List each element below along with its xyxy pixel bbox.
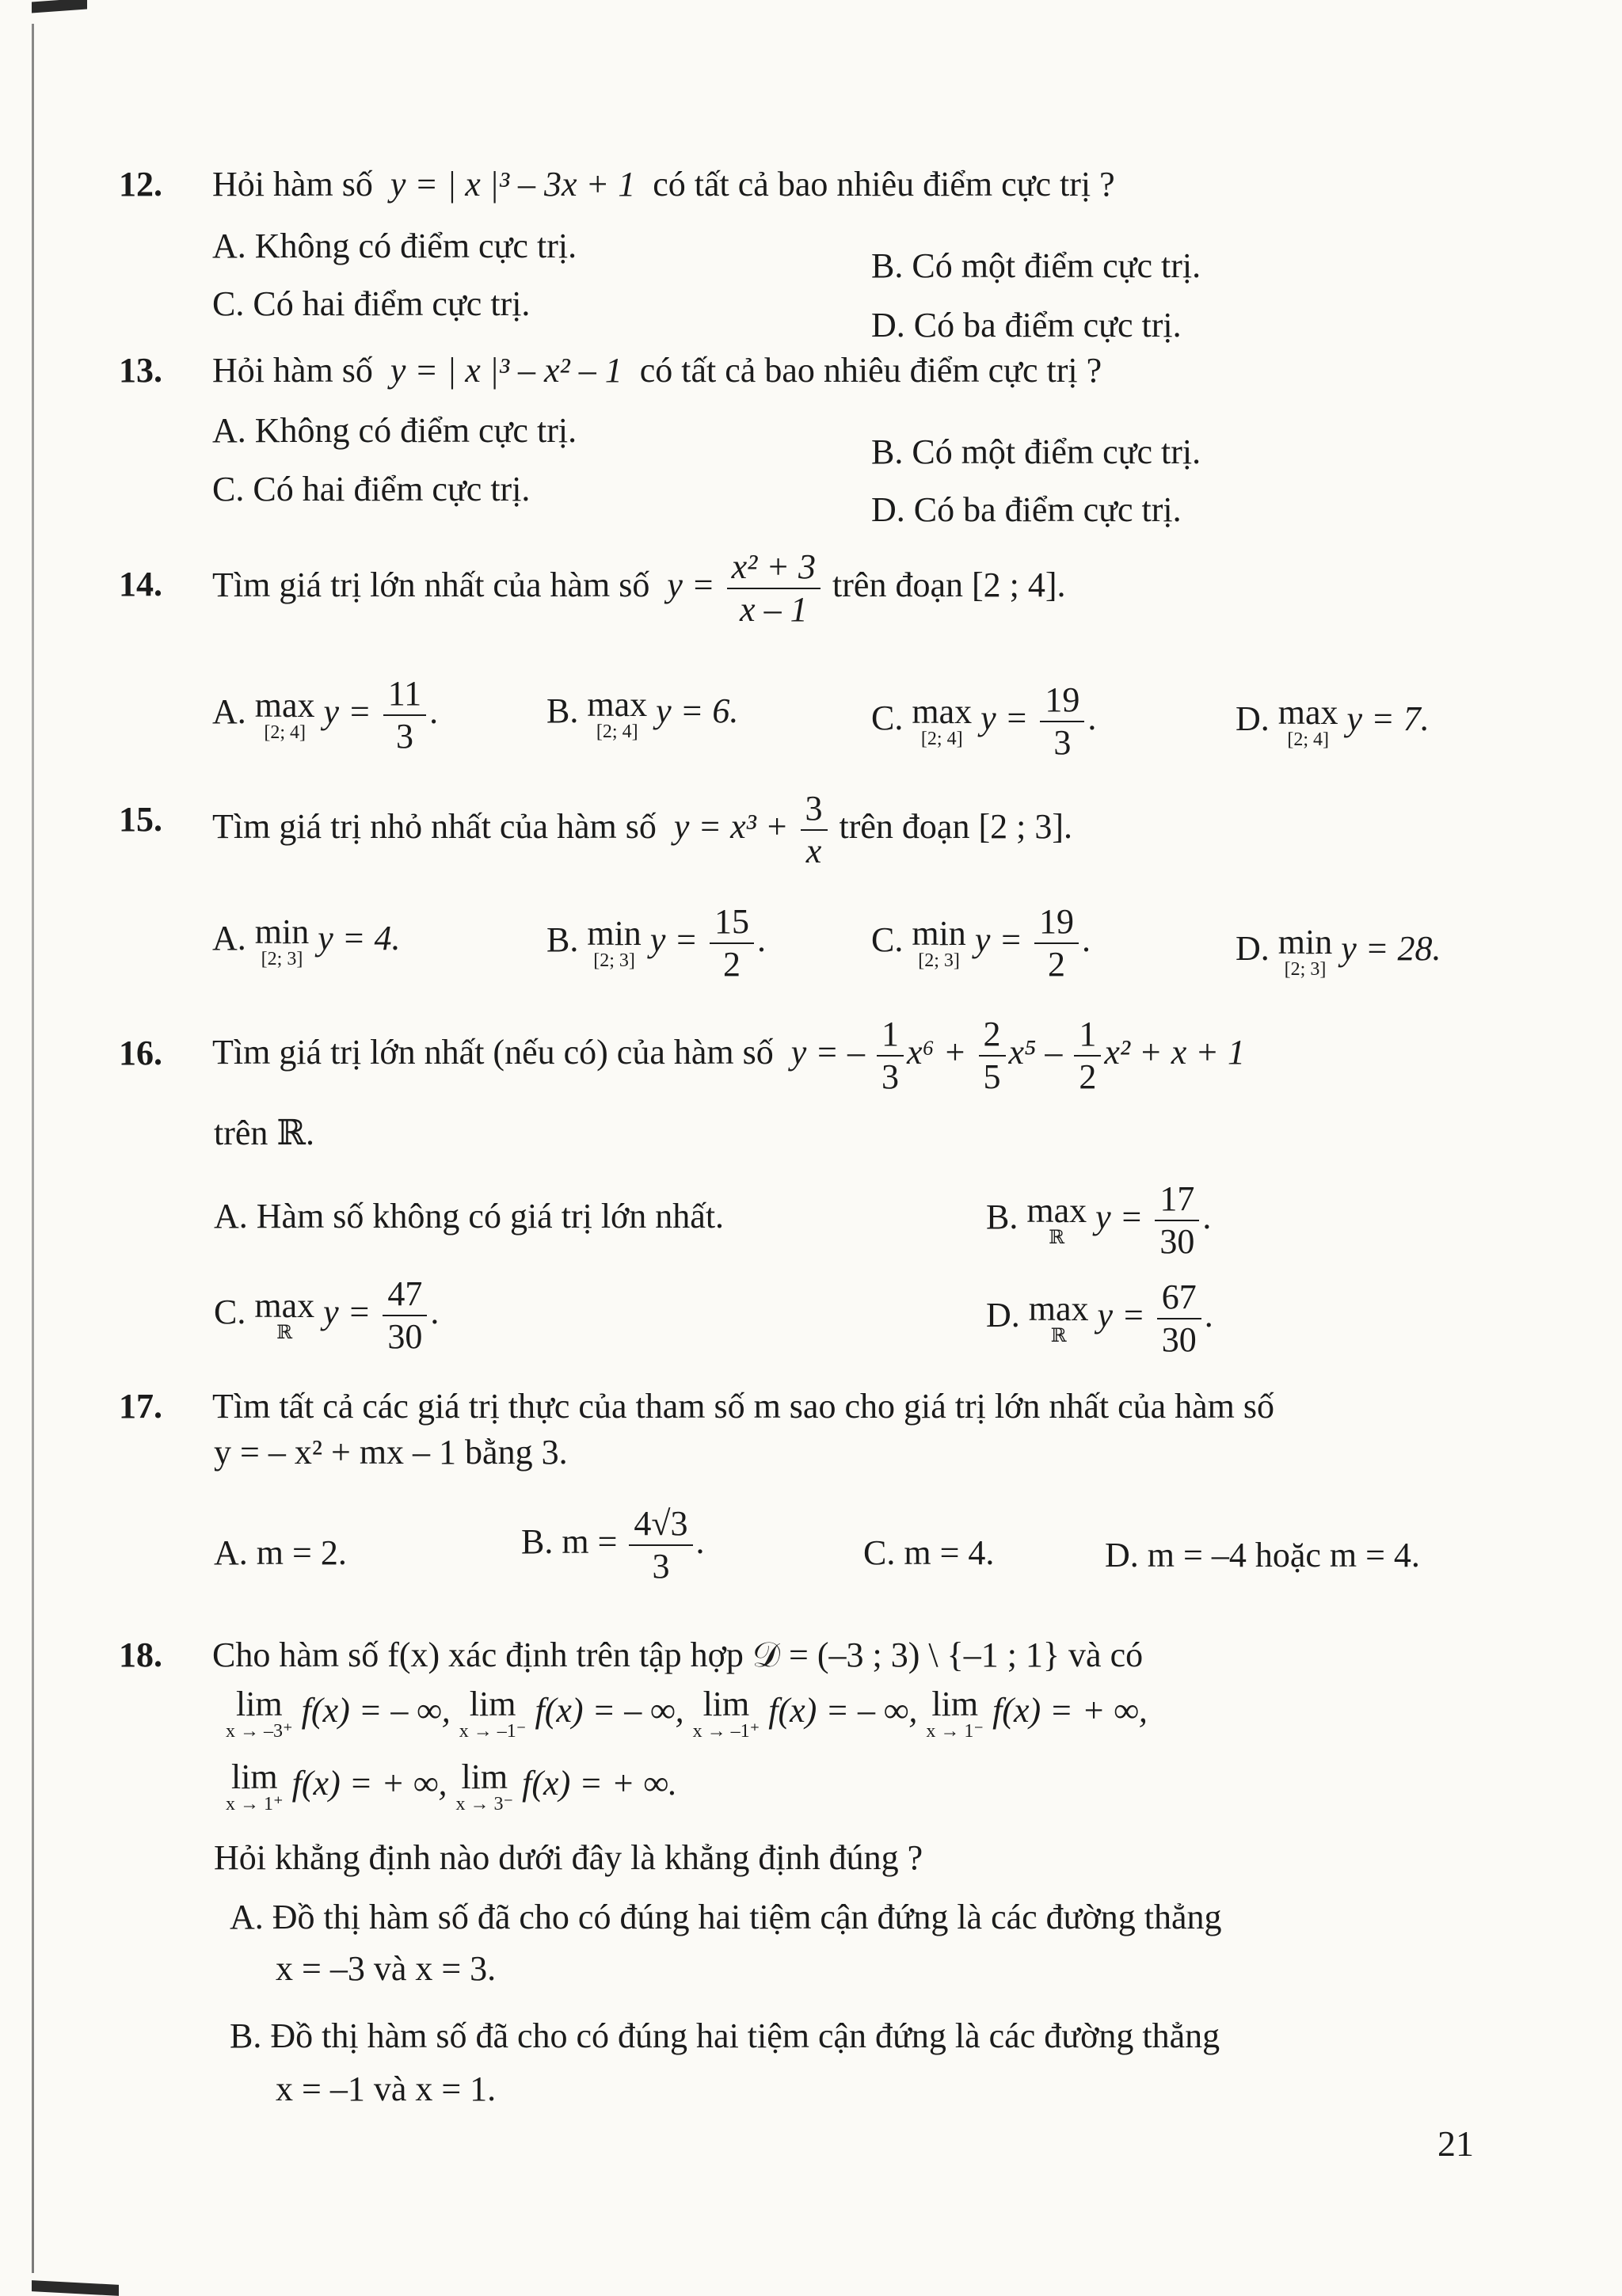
option-d: D. min [2; 3] y = 28. bbox=[1236, 923, 1441, 980]
option-b: B. max ℝ y = $\frac{17}{30}$ . bbox=[986, 1179, 1212, 1261]
option-a-cont: x = –3 và x = 3. bbox=[276, 1949, 497, 1988]
limit-row-1: lim x → –3⁺ f(x) = – ∞, lim x → –1⁻ f(x) = – ∞, lim x → –1⁺ f(x) = – ∞, lim x → 1⁻ f(x) = + ∞, bbox=[226, 1685, 1148, 1742]
question-stem: Tìm tất cả các giá trị thực của tham số m sao cho giá trị lớn nhất của hàm số bbox=[212, 1387, 1275, 1426]
scan-corner-mark bbox=[32, 0, 87, 13]
option-b: B. Có một điểm cực trị. bbox=[871, 432, 1201, 471]
option-c: C. Có hai điểm cực trị. bbox=[212, 284, 531, 323]
option-a: A. Hàm số không có giá trị lớn nhất. bbox=[214, 1197, 725, 1236]
question-16-domain: trên ℝ. bbox=[214, 1114, 314, 1152]
option-c: C. max ℝ y = $\frac{47}{30}$ . bbox=[214, 1274, 440, 1356]
page-edge-shadow bbox=[32, 24, 34, 2273]
option-c: C. Có hai điểm cực trị. bbox=[212, 470, 531, 508]
fraction: $\frac{\text{x² + 3}}{x - 1}$ bbox=[727, 546, 821, 630]
option-b: B. Có một điểm cực trị. bbox=[871, 246, 1201, 285]
option-d: D. Có ba điểm cực trị. bbox=[871, 490, 1182, 529]
option-a: A. m = 2. bbox=[214, 1533, 347, 1572]
option-b: B. m = $\frac{4√3}{3}$ . bbox=[521, 1504, 705, 1586]
option-b: B. Đồ thị hàm số đã cho có đúng hai tiệm cận đứng là các đường thẳng bbox=[230, 2016, 1220, 2055]
formula: y = | x |³ – x² – 1 bbox=[390, 351, 623, 390]
question-17-line2: y = – x² + mx – 1 bằng 3. bbox=[214, 1433, 568, 1472]
question-number: 15. bbox=[119, 800, 162, 839]
question-stem: Hỏi hàm số y = | x |³ – 3x + 1 có tất cả bao nhiêu điểm cực trị ? bbox=[212, 165, 1115, 204]
question-number: 17. bbox=[119, 1387, 162, 1426]
question-number: 16. bbox=[119, 1034, 162, 1072]
option-a: A. Đồ thị hàm số đã cho có đúng hai tiệm cận đứng là các đường thẳng bbox=[230, 1898, 1222, 1936]
question-stem: Tìm giá trị nhỏ nhất của hàm số y = x³ + $\frac{3}{x}$ trên đoạn [2 ; 3]. bbox=[212, 789, 1072, 870]
question-stem: Tìm giá trị lớn nhất của hàm số y = $\frac{\text{x² + 3}}{x - 1}$ trên đoạn [2 ; 4]. bbox=[212, 547, 1066, 629]
question-18-prompt: Hỏi khẳng định nào dưới đây là khẳng định đúng ? bbox=[214, 1838, 923, 1877]
option-c: C. min [2; 3] y = $\frac{19}{2}$ . bbox=[871, 902, 1091, 984]
option-a: A. max [2; 4] y = $\frac{11}{3}$ . bbox=[212, 674, 439, 756]
question-number: 12. bbox=[119, 165, 162, 204]
option-d: D. max ℝ y = $\frac{67}{30}$ . bbox=[986, 1277, 1213, 1359]
question-stem: Cho hàm số f(x) xác định trên tập hợp 𝒟 = (–3 ; 3) \ {–1 ; 1} và có bbox=[212, 1635, 1144, 1674]
option-a: A. min [2; 3] y = 4. bbox=[212, 912, 401, 969]
option-d: D. max [2; 4] y = 7. bbox=[1236, 693, 1430, 750]
option-b: B. max [2; 4] y = 6. bbox=[546, 685, 739, 742]
question-number: 18. bbox=[119, 1635, 162, 1674]
option-d: D. m = –4 hoặc m = 4. bbox=[1105, 1536, 1420, 1574]
option-b-cont: x = –1 và x = 1. bbox=[276, 2069, 497, 2108]
question-number: 13. bbox=[119, 351, 162, 390]
option-a: A. Không có điểm cực trị. bbox=[212, 227, 577, 265]
option-c: C. max [2; 4] y = $\frac{19}{3}$ . bbox=[871, 680, 1097, 762]
question-stem: Hỏi hàm số y = | x |³ – x² – 1 có tất cả bao nhiêu điểm cực trị ? bbox=[212, 351, 1102, 390]
page-number: 21 bbox=[1437, 2123, 1474, 2164]
formula: y = | x |³ – 3x + 1 bbox=[390, 165, 636, 204]
option-d: D. Có ba điểm cực trị. bbox=[871, 306, 1182, 345]
option-c: C. m = 4. bbox=[863, 1533, 995, 1572]
question-number: 14. bbox=[119, 565, 162, 604]
question-stem: Tìm giá trị lớn nhất (nếu có) của hàm số y = – $\frac{1}{3}$ x⁶ + $\frac{2}{5}$ x⁵ – $\frac{1}{2}$ x² + x + 1 bbox=[212, 1015, 1245, 1096]
option-b: B. min [2; 3] y = $\frac{15}{2}$ . bbox=[546, 902, 767, 984]
limit-row-2: lim x → 1⁺ f(x) = + ∞, lim x → 3⁻ f(x) = + ∞. bbox=[226, 1757, 677, 1814]
option-a: A. Không có điểm cực trị. bbox=[212, 411, 577, 450]
